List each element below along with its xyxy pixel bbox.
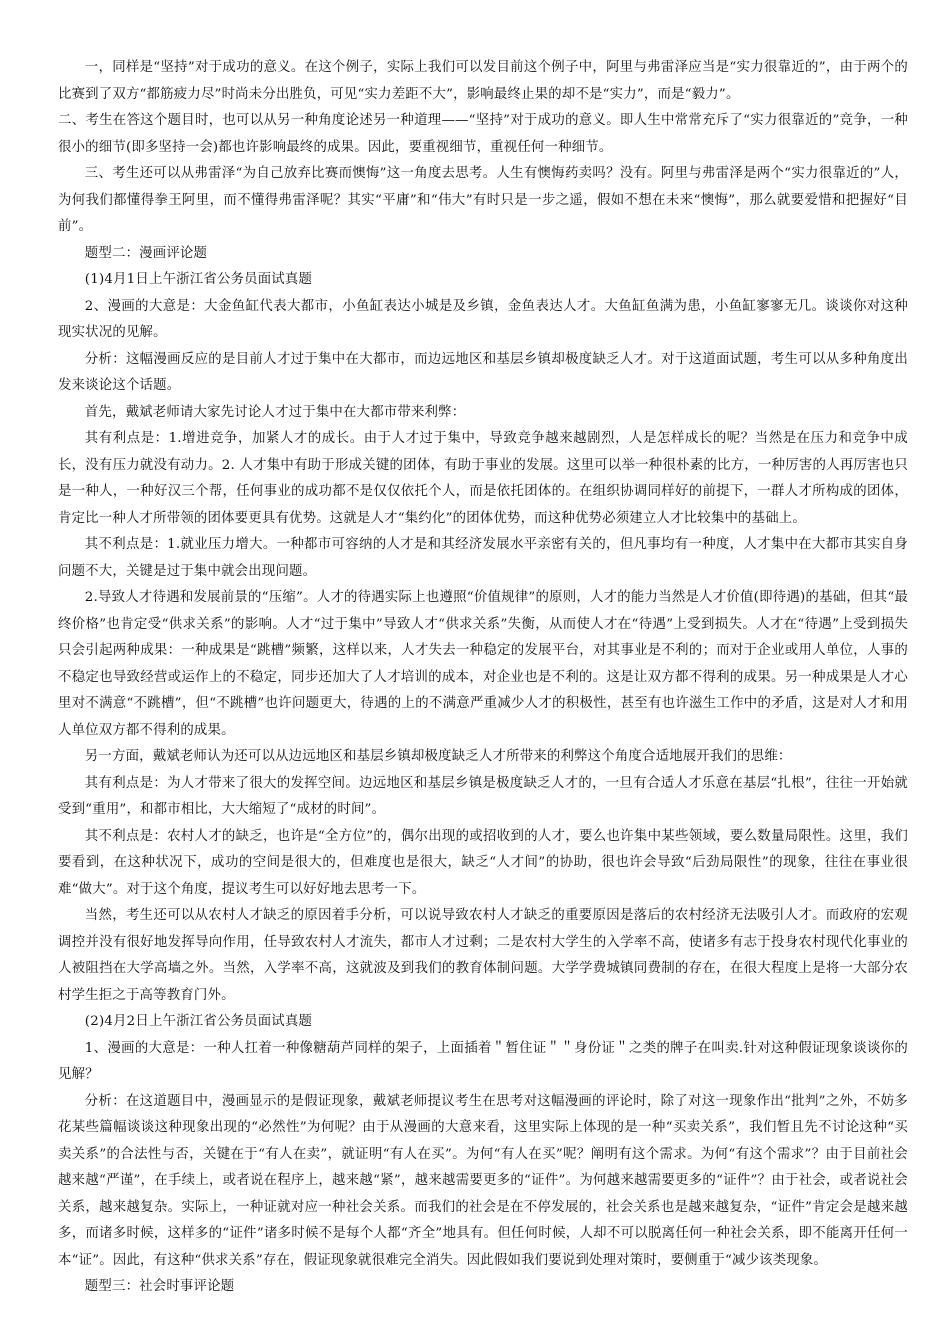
paragraph-analysis-2: 分析：在这道题目中，漫画显示的是假证现象，戴斌老师提议考生在思考对这幅漫画的评论时，除了对这一现象作出“批判”之外，不妨多花某些篇幅谈谈这种现象出现的“必然性”为何呢？由于从漫画的大意来看，这里实际上体现的是一种“买卖关系”，我们暂且先不讨论这种“买卖关系”的合法性与否，关键在于“有人在卖”，就证明“有人在买”。为何“有人在买”呢？阐明有这个需求。为何“有这个需求”？由于目前社会越来越“严谨”，在手续上，或者说在程序上，越来越“紧”，越来越需要更多的“证件”。为何越来越需要更多的“证件”？由于社会，或者说社会关系，越来越复杂。实际上，一种证就对应一种社会关系。而我们的社会是在不停发展的，社会关系也是越来越复杂，“证件”肯定会是越来越多，而诸多时候，这样多的“证件”诸多时候不是每个人都“齐全”地具有。但任何时候，人却不可以脱离任何一种社会关系，即不能离开任何一本“证”。因此，有这种“供求关系”存在，假证现象就很难完全消失。因此假如我们要说到处理对策时，要侧重于“减少该类现象。 — [58, 1093, 908, 1268]
paragraph-other-side: 另一方面，戴斌老师认为还可以从边远地区和基层乡镇却极度缺乏人才所带来的利弊这个角度合适地展开我们的思维： — [84, 749, 792, 764]
paragraph-comic-1: 2、漫画的大意是：大金鱼缸代表大都市，小鱼缸表达小城是及乡镇，金鱼表达人才。大鱼缸鱼满为患，小鱼缸寥寥无几。谈谈你对这种现实状况的见解。 — [58, 298, 908, 340]
paragraph-disadvantages-1: 其不利点是：1.就业压力增大。一种都市可容纳的人才是和其经济发展水平亲密有关的，但凡事均有一种度，人才集中在大都市其实自身问题不大，关键是过于集中就会出现问题。 — [58, 537, 908, 579]
paragraph-rural-causes: 当然，考生还可以从农村人才缺乏的原因着手分析，可以说导致农村人才缺乏的重要原因是落后的农村经济无法吸引人才。而政府的宏观调控并没有很好地发挥导向作用，任导致农村人才流失，都市人才过剩；二是农村大学生的入学率不高，使诸多有志于投身农村现代化事业的人被阻挡在大学高墙之外。当然，入学率不高，这就波及到我们的教育体制问题。大学学费城镇同费制的存在，在很大程度上是将一大部分农村学生拒之于高等教育门外。 — [58, 908, 908, 1003]
paragraph-advantages-1: 其有利点是：1.增进竞争，加紧人才的成长。由于人才过于集中，导致竞争越来越剧烈，人是怎样成长的呢？当然是在压力和竞争中成长，没有压力就没有动力。2. 人才集中有助于形成关键的团体，有助于事业的发展。这里可以举一种很朴素的比方，一种厉害的人再厉害也只是一种人，一种好汉三个帮，任何事业的成功都不是仅仅依托个人，而是依托团体的。在组织协调同样好的前提下，一群人才所构成的团体，肯定比一种人才所带领的团体要更具有优势。这就是人才“集约化”的团体优势，而这种优势必须建立人才比较集中的基础上。 — [58, 431, 908, 526]
paragraph-disadvantages-2: 其不利点是：农村人才的缺乏，也许是“全方位”的，偶尔出现的或招收到的人才，要么也许集中某些领域，要么数量局限性。这里，我们要看到，在这种状况下，成功的空间是很大的，但难度也是很大，缺乏“人才间”的协助，很也许会导致“后劲局限性”的现象，往往在事业很难“做大”。对于这个角度，提议考生可以好好地去思考一下。 — [58, 828, 908, 897]
section-heading-type-three: 题型三：社会时事评论题 — [84, 1279, 235, 1294]
paragraph-analysis-1: 分析：这幅漫画反应的是目前人才过于集中在大都市，而边远地区和基层乡镇却极度缺乏人才。对于这道面试题，考生可以从多种角度出发来谈论这个话题。 — [58, 351, 908, 393]
subheading-exam-april-2: (2)4月2日上午浙江省公务员面试真题 — [84, 1014, 313, 1029]
paragraph-first: 首先，戴斌老师请大家先讨论人才过于集中在大都市带来利弊： — [84, 404, 466, 420]
paragraph-advantages-2: 其有利点是：为人才带来了很大的发挥空间。边远地区和基层乡镇是极度缺乏人才的，一旦有合适人才乐意在基层“扎根”，往往一开始就受到“重用”，和都市相比，大大缩短了“成材的时间”。 — [58, 775, 908, 817]
document-page — [58, 55, 908, 1301]
section-heading-type-two: 题型二：漫画评论题 — [84, 245, 208, 261]
paragraph-comic-2: 1、漫画的大意是：一种人扛着一种像糖葫芦同样的架子，上面插着＂暂住证＂＂身份证＂之类的牌子在叫卖.针对这种假证现象谈谈你的见解？ — [58, 1040, 908, 1082]
subheading-exam-april-1: (1)4月1日上午浙江省公务员面试真题 — [84, 272, 313, 287]
paragraph-disadvantage-2: 2.导致人才待遇和发展前景的“压缩”。人才的待遇实际上也遵照“价值规律”的原则，人才的能力当然是人才价值(即待遇)的基础，但其“最终价格”也肯定受“供求关系”的影响。人才“过于集中”导致人才“供求关系”失衡，从而使人才在“待遇”上受到损失。人才在“待遇”上受到损失只会引起两种成果：一种成果是“跳槽”频繁，这样以来，人才失去一种稳定的发展平台，对其事业是不利的；而对于企业或用人单位，人事的不稳定也导致经营或运作上的不稳定，同步还加大了人才培训的成本，对企业也是不利的。这是让双方都不得利的成果。另一种成果是人才心里对不满意“不跳槽”，但“不跳槽”也许问题更大，待遇的上的不满意严重减少人才的积极性，甚至有也许滋生工作中的矛盾，这是对人才和用人单位双方都不得利的成果。 — [58, 590, 908, 738]
paragraph-point-two: 二、考生在答这个题目时，也可以从另一种角度论述另一种道理——“坚持”对于成功的意义。即人生中常常充斥了“实力很靠近的”竞争，一种很小的细节(即多坚持一会)都也许影响最终的成果。因此，要重视细节，重视任何一种细节。 — [58, 113, 908, 155]
paragraph-point-one: 一，同样是“坚持”对于成功的意义。在这个例子，实际上我们可以发目前这个例子中，阿里与弗雷泽应当是“实力很靠近的”，由于两个的比赛到了双方“都筋疲力尽”时尚未分出胜负，可见“实力差距不大”，影响最终止果的却不是“实力”，而是“毅力”。 — [58, 60, 908, 102]
paragraph-point-three: 三、考生还可以从弗雷泽“为自己放弃比赛而懊悔”这一角度去思考。人生有懊悔药卖吗？没有。阿里与弗雷泽是两个“实力很靠近的”人，为何我们都懂得拳王阿里，而不懂得弗雷泽呢？其实“平庸”和“伟大”有时只是一步之遥，假如不想在未来“懊悔”，那么就要爱惜和把握好“目前”。 — [58, 166, 908, 234]
